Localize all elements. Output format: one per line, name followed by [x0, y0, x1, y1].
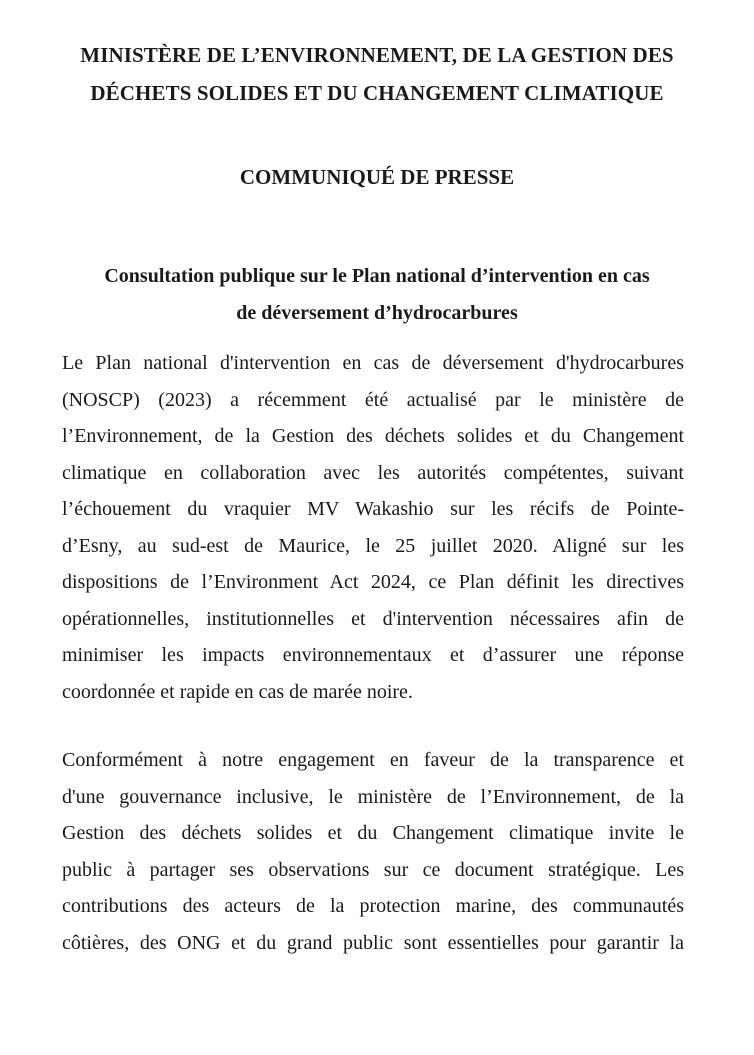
- ministry-title-line-2: DÉCHETS SOLIDES ET DU CHANGEMENT CLIMATIQUE: [90, 81, 664, 105]
- body-paragraph-2: [62, 742, 684, 961]
- ministry-title-line-1: MINISTÈRE DE L’ENVIRONNEMENT, DE LA GESTION DES: [80, 43, 674, 67]
- paragraph-line: Gestion des déchets solides et du Changement climatique invite le: [62, 822, 684, 844]
- paragraph-line: d'une gouvernance inclusive, le ministère de l’Environnement, de la: [62, 785, 684, 808]
- paragraph-line: côtières, des ONG et du grand public sont essentielles pour garantir la: [62, 931, 684, 954]
- paragraph-line: climatique en collaboration avec les autorités compétentes, suivant: [62, 461, 684, 484]
- paragraph-line: dispositions de l’Environment Act 2024, ce Plan définit les directives: [62, 571, 684, 593]
- paragraph-line: contributions des acteurs de la protection marine, des communautés: [62, 895, 684, 917]
- subject-heading-line-1: Consultation publique sur le Plan national d’intervention en cas: [104, 265, 650, 287]
- paragraph-line: opérationnelles, institutionnelles et d'intervention nécessaires afin de: [62, 607, 684, 630]
- body-paragraph-1: [62, 345, 684, 710]
- paragraph-line: Conformément à notre engagement en faveur de la transparence et: [62, 749, 684, 771]
- paragraph-line: minimiser les impacts environnementaux et d’assurer une réponse: [62, 644, 684, 666]
- document-type-heading: COMMUNIQUÉ DE PRESSE: [239, 165, 515, 189]
- paragraph-line: Le Plan national d'intervention en cas de déversement d'hydrocarbures: [62, 352, 684, 374]
- paragraph-line: l’Environnement, de la Gestion des déchets solides et du Changement: [62, 425, 684, 447]
- subject-heading-line-2: de déversement d’hydrocarbures: [236, 302, 518, 324]
- paragraph-line: (NOSCP) (2023) a récemment été actualisé par le ministère de: [62, 388, 684, 411]
- paragraph-line: public à partager ses observations sur ce document stratégique. Les: [62, 858, 684, 881]
- paragraph-line: d’Esny, au sud-est de Maurice, le 25 juillet 2020. Aligné sur les: [62, 534, 684, 557]
- ministry-title: [40, 36, 714, 112]
- paragraph-line: coordonnée et rapide en cas de marée noire.: [62, 680, 413, 703]
- paragraph-line: l’échouement du vraquier MV Wakashio sur les récifs de Pointe-: [62, 498, 684, 520]
- subject-heading: [40, 258, 714, 332]
